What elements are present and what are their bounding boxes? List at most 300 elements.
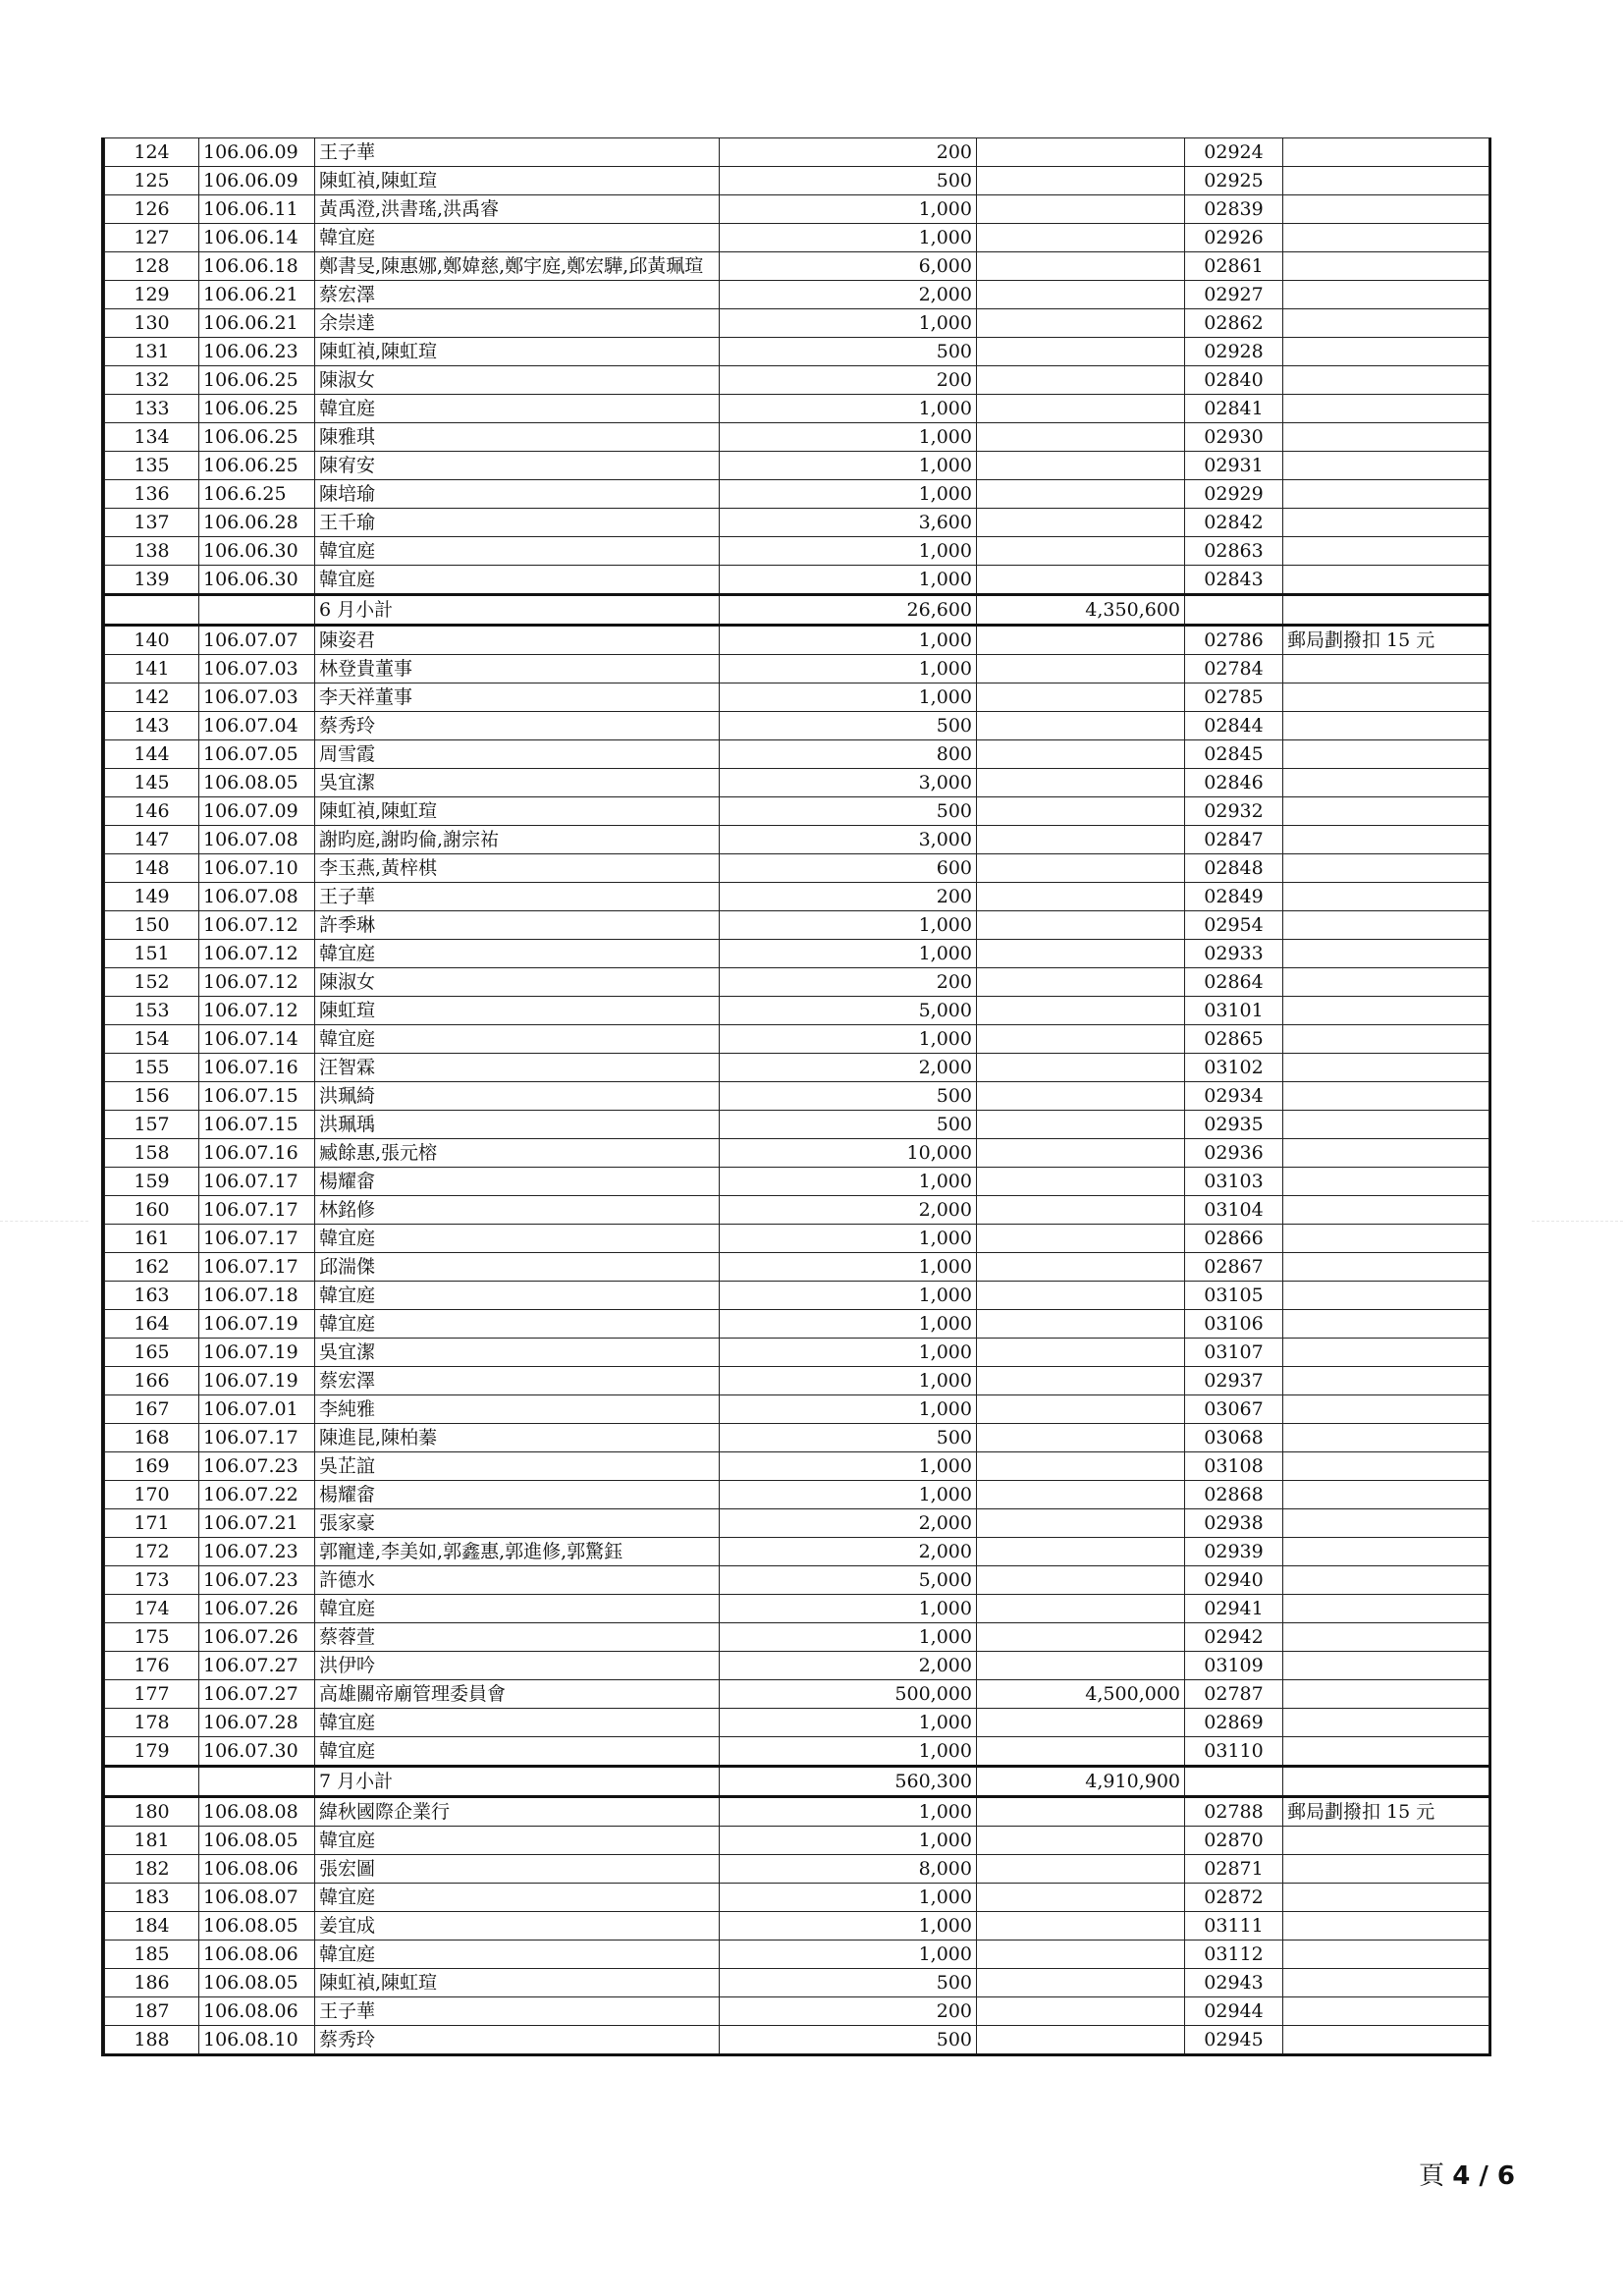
- row-number: 144: [105, 740, 199, 769]
- row-amount: 1,000: [720, 195, 977, 224]
- row-cumulative: [977, 566, 1185, 595]
- row-receipt-no: 02842: [1185, 509, 1283, 537]
- row-note: [1283, 1424, 1489, 1452]
- row-donor: 許德水: [315, 1566, 720, 1595]
- row-cumulative: 4,350,600: [977, 595, 1185, 626]
- row-donor: 韓宜庭: [315, 1827, 720, 1855]
- scan-artifact: [1532, 1221, 1623, 1222]
- row-donor: 邱湍傑: [315, 1253, 720, 1282]
- row-amount: 1,000: [720, 1225, 977, 1253]
- row-cumulative: [977, 1253, 1185, 1282]
- row-number: 161: [105, 1225, 199, 1253]
- row-receipt-no: 02932: [1185, 797, 1283, 826]
- table-row: [105, 740, 1489, 769]
- row-donor: 陳虹禎,陳虹瑄: [315, 1969, 720, 1997]
- row-donor: 蔡宏澤: [315, 1367, 720, 1395]
- row-number: 171: [105, 1509, 199, 1538]
- row-date: 106.07.16: [199, 1139, 315, 1168]
- row-cumulative: [977, 509, 1185, 537]
- table-row: [105, 797, 1489, 826]
- row-number: 127: [105, 224, 199, 252]
- row-note: [1283, 224, 1489, 252]
- row-number: 176: [105, 1652, 199, 1680]
- row-receipt-no: 03108: [1185, 1452, 1283, 1481]
- row-number: 158: [105, 1139, 199, 1168]
- row-receipt-no: 02870: [1185, 1827, 1283, 1855]
- row-cumulative: [977, 1111, 1185, 1139]
- table-row: [105, 1941, 1489, 1969]
- table-row: [105, 2026, 1489, 2055]
- row-amount: 5,000: [720, 1566, 977, 1595]
- row-cumulative: [977, 1452, 1185, 1481]
- row-amount: 500: [720, 1424, 977, 1452]
- table-row: [105, 1855, 1489, 1884]
- row-date: 106.07.05: [199, 740, 315, 769]
- row-donor: 陳雅琪: [315, 423, 720, 452]
- table-row: [105, 138, 1489, 167]
- row-number: 132: [105, 366, 199, 395]
- table-row: [105, 1111, 1489, 1139]
- row-number: 135: [105, 452, 199, 480]
- row-amount: 1,000: [720, 452, 977, 480]
- row-amount: 500: [720, 1969, 977, 1997]
- row-note: [1283, 712, 1489, 740]
- row-donor: 6 月小計: [315, 595, 720, 626]
- table-row: [105, 252, 1489, 281]
- row-receipt-no: 02841: [1185, 395, 1283, 423]
- row-receipt-no: [1185, 595, 1283, 626]
- row-receipt-no: 02938: [1185, 1509, 1283, 1538]
- row-donor: 韓宜庭: [315, 940, 720, 968]
- row-amount: 200: [720, 138, 977, 167]
- row-number: 142: [105, 683, 199, 712]
- table-row: [105, 1969, 1489, 1997]
- row-date: 106.06.25: [199, 366, 315, 395]
- row-number: 130: [105, 309, 199, 338]
- table-row: [105, 224, 1489, 252]
- row-amount: 500: [720, 1111, 977, 1139]
- row-amount: 500: [720, 712, 977, 740]
- row-donor: 韓宜庭: [315, 1225, 720, 1253]
- row-donor: 王子華: [315, 883, 720, 911]
- row-date: 106.06.18: [199, 252, 315, 281]
- row-cumulative: [977, 2026, 1185, 2055]
- subtotal-row: [105, 1767, 1489, 1797]
- row-amount: 500: [720, 167, 977, 195]
- row-donor: 林銘修: [315, 1196, 720, 1225]
- row-cumulative: [977, 1566, 1185, 1595]
- table-row: [105, 195, 1489, 224]
- row-date: 106.07.26: [199, 1595, 315, 1623]
- row-receipt-no: 02931: [1185, 452, 1283, 480]
- row-number: 140: [105, 626, 199, 655]
- row-number: 165: [105, 1339, 199, 1367]
- row-receipt-no: 02928: [1185, 338, 1283, 366]
- row-date: 106.07.19: [199, 1310, 315, 1339]
- row-number: 134: [105, 423, 199, 452]
- row-receipt-no: 02936: [1185, 1139, 1283, 1168]
- row-date: 106.06.09: [199, 138, 315, 167]
- table-row: [105, 1538, 1489, 1566]
- row-cumulative: [977, 1737, 1185, 1767]
- row-receipt-no: 03104: [1185, 1196, 1283, 1225]
- row-receipt-no: 03110: [1185, 1737, 1283, 1767]
- row-donor: 陳虹禎,陳虹瑄: [315, 797, 720, 826]
- row-date: 106.07.19: [199, 1367, 315, 1395]
- row-number: [105, 595, 199, 626]
- row-number: 157: [105, 1111, 199, 1139]
- row-note: [1283, 1969, 1489, 1997]
- row-receipt-no: 02954: [1185, 911, 1283, 940]
- row-cumulative: [977, 712, 1185, 740]
- row-cumulative: [977, 683, 1185, 712]
- row-note: [1283, 1595, 1489, 1623]
- row-date: 106.08.05: [199, 1969, 315, 1997]
- row-cumulative: [977, 1623, 1185, 1652]
- row-amount: 200: [720, 366, 977, 395]
- row-amount: 1,000: [720, 1737, 977, 1767]
- table-row: [105, 1997, 1489, 2026]
- table-row: [105, 1884, 1489, 1912]
- row-cumulative: [977, 138, 1185, 167]
- row-note: [1283, 683, 1489, 712]
- row-amount: 800: [720, 740, 977, 769]
- row-donor: 吳宜潔: [315, 1339, 720, 1367]
- row-date: 106.06.14: [199, 224, 315, 252]
- ledger-table: [104, 137, 1489, 2056]
- row-amount: 1,000: [720, 480, 977, 509]
- row-cumulative: [977, 1481, 1185, 1509]
- table-row: [105, 1339, 1489, 1367]
- row-number: 174: [105, 1595, 199, 1623]
- row-date: 106.07.17: [199, 1168, 315, 1196]
- row-amount: 1,000: [720, 683, 977, 712]
- row-note: [1283, 1884, 1489, 1912]
- row-cumulative: [977, 1827, 1185, 1855]
- table-row: [105, 1652, 1489, 1680]
- row-number: 131: [105, 338, 199, 366]
- row-cumulative: [977, 655, 1185, 683]
- row-note: [1283, 1196, 1489, 1225]
- row-cumulative: [977, 1225, 1185, 1253]
- row-note: [1283, 1680, 1489, 1709]
- row-amount: 1,000: [720, 309, 977, 338]
- row-amount: 1,000: [720, 1941, 977, 1969]
- row-number: 149: [105, 883, 199, 911]
- row-donor: 陳淑女: [315, 366, 720, 395]
- row-note: [1283, 338, 1489, 366]
- row-note: [1283, 195, 1489, 224]
- row-date: 106.07.22: [199, 1481, 315, 1509]
- row-receipt-no: 02788: [1185, 1797, 1283, 1827]
- row-donor: 陳虹禎,陳虹瑄: [315, 338, 720, 366]
- row-cumulative: [977, 195, 1185, 224]
- row-date: 106.08.05: [199, 1912, 315, 1941]
- row-cumulative: [977, 1310, 1185, 1339]
- row-receipt-no: 02934: [1185, 1082, 1283, 1111]
- row-receipt-no: 03101: [1185, 997, 1283, 1025]
- row-cumulative: [977, 167, 1185, 195]
- row-receipt-no: 02846: [1185, 769, 1283, 797]
- row-amount: 6,000: [720, 252, 977, 281]
- table-row: [105, 1912, 1489, 1941]
- row-date: 106.07.15: [199, 1082, 315, 1111]
- row-donor: 高雄關帝廟管理委員會: [315, 1680, 720, 1709]
- row-cumulative: [977, 997, 1185, 1025]
- row-amount: 1,000: [720, 1884, 977, 1912]
- row-donor: 陳宥安: [315, 452, 720, 480]
- row-note: [1283, 566, 1489, 595]
- row-donor: 韓宜庭: [315, 1941, 720, 1969]
- row-receipt-no: 02863: [1185, 537, 1283, 566]
- row-date: 106.07.14: [199, 1025, 315, 1054]
- row-date: 106.07.09: [199, 797, 315, 826]
- row-date: 106.07.23: [199, 1538, 315, 1566]
- row-number: 167: [105, 1395, 199, 1424]
- table-row: [105, 1395, 1489, 1424]
- row-note: [1283, 1941, 1489, 1969]
- row-note: [1283, 1282, 1489, 1310]
- row-note: [1283, 1168, 1489, 1196]
- row-receipt-no: 03067: [1185, 1395, 1283, 1424]
- row-note: [1283, 883, 1489, 911]
- row-date: 106.07.17: [199, 1196, 315, 1225]
- row-amount: 26,600: [720, 595, 977, 626]
- row-amount: 1,000: [720, 537, 977, 566]
- row-cumulative: 4,910,900: [977, 1767, 1185, 1797]
- row-donor: 姜宜成: [315, 1912, 720, 1941]
- row-donor: 吳宜潔: [315, 769, 720, 797]
- page-label: 頁: [1418, 2161, 1444, 2191]
- row-amount: 500: [720, 338, 977, 366]
- row-donor: 王子華: [315, 1997, 720, 2026]
- row-note: [1283, 1767, 1489, 1797]
- row-receipt-no: 02869: [1185, 1709, 1283, 1737]
- table-row: [105, 1282, 1489, 1310]
- row-cumulative: [977, 1082, 1185, 1111]
- row-receipt-no: 02940: [1185, 1566, 1283, 1595]
- row-number: 154: [105, 1025, 199, 1054]
- row-note: [1283, 309, 1489, 338]
- row-receipt-no: 02840: [1185, 366, 1283, 395]
- row-cumulative: [977, 1855, 1185, 1884]
- row-donor: 謝昀庭,謝昀倫,謝宗祐: [315, 826, 720, 854]
- row-receipt-no: 02844: [1185, 712, 1283, 740]
- row-number: 125: [105, 167, 199, 195]
- row-amount: 3,600: [720, 509, 977, 537]
- row-note: [1283, 997, 1489, 1025]
- row-donor: 張宏圖: [315, 1855, 720, 1884]
- row-donor: 陳淑女: [315, 968, 720, 997]
- row-amount: 200: [720, 883, 977, 911]
- row-donor: 黃禹澄,洪書瑤,洪禹睿: [315, 195, 720, 224]
- table-row: [105, 509, 1489, 537]
- row-number: 181: [105, 1827, 199, 1855]
- row-amount: 2,000: [720, 281, 977, 309]
- row-receipt-no: 02927: [1185, 281, 1283, 309]
- row-date: 106.06.30: [199, 566, 315, 595]
- table-row: [105, 1196, 1489, 1225]
- row-donor: 洪伊吟: [315, 1652, 720, 1680]
- row-donor: 余崇達: [315, 309, 720, 338]
- row-amount: 1,000: [720, 1595, 977, 1623]
- row-amount: 8,000: [720, 1855, 977, 1884]
- row-donor: 蔡宏澤: [315, 281, 720, 309]
- row-number: 185: [105, 1941, 199, 1969]
- row-note: [1283, 366, 1489, 395]
- table-row: [105, 338, 1489, 366]
- row-note: [1283, 655, 1489, 683]
- row-date: 106.07.27: [199, 1652, 315, 1680]
- row-amount: 1,000: [720, 1339, 977, 1367]
- row-number: 183: [105, 1884, 199, 1912]
- row-note: [1283, 1339, 1489, 1367]
- row-cumulative: [977, 1339, 1185, 1367]
- row-amount: 2,000: [720, 1538, 977, 1566]
- row-date: 106.07.08: [199, 826, 315, 854]
- row-amount: 1,000: [720, 1025, 977, 1054]
- table-row: [105, 883, 1489, 911]
- row-cumulative: [977, 1797, 1185, 1827]
- row-amount: 1,000: [720, 1481, 977, 1509]
- table-row: [105, 395, 1489, 423]
- row-cumulative: [977, 1054, 1185, 1082]
- table-row: [105, 480, 1489, 509]
- table-row: [105, 712, 1489, 740]
- row-amount: 500: [720, 1082, 977, 1111]
- row-cumulative: [977, 1884, 1185, 1912]
- row-note: [1283, 537, 1489, 566]
- row-amount: 1,000: [720, 940, 977, 968]
- row-receipt-no: 03111: [1185, 1912, 1283, 1941]
- table-row: [105, 1797, 1489, 1827]
- row-donor: 陳虹禎,陳虹瑄: [315, 167, 720, 195]
- row-date: 106.07.27: [199, 1680, 315, 1709]
- row-amount: 500: [720, 797, 977, 826]
- row-donor: 李玉燕,黃梓棋: [315, 854, 720, 883]
- row-date: 106.07.03: [199, 683, 315, 712]
- row-cumulative: [977, 626, 1185, 655]
- row-cumulative: [977, 1709, 1185, 1737]
- row-number: 182: [105, 1855, 199, 1884]
- row-amount: 1,000: [720, 655, 977, 683]
- row-amount: 3,000: [720, 769, 977, 797]
- row-date: 106.07.30: [199, 1737, 315, 1767]
- row-cumulative: [977, 338, 1185, 366]
- row-number: 128: [105, 252, 199, 281]
- row-receipt-no: 03103: [1185, 1168, 1283, 1196]
- row-note: [1283, 1253, 1489, 1282]
- row-note: [1283, 167, 1489, 195]
- table-row: [105, 309, 1489, 338]
- row-number: 124: [105, 138, 199, 167]
- row-date: 106.07.08: [199, 883, 315, 911]
- row-donor: 7 月小計: [315, 1767, 720, 1797]
- row-donor: 韓宜庭: [315, 1025, 720, 1054]
- table-row: [105, 769, 1489, 797]
- row-note: [1283, 1395, 1489, 1424]
- row-donor: 臧餘惠,張元榕: [315, 1139, 720, 1168]
- row-number: 169: [105, 1452, 199, 1481]
- row-date: 106.07.12: [199, 911, 315, 940]
- row-cumulative: [977, 252, 1185, 281]
- row-receipt-no: 02930: [1185, 423, 1283, 452]
- row-number: 137: [105, 509, 199, 537]
- table-row: [105, 1709, 1489, 1737]
- row-donor: 韓宜庭: [315, 566, 720, 595]
- row-number: 178: [105, 1709, 199, 1737]
- row-date: 106.08.06: [199, 1855, 315, 1884]
- row-number: 172: [105, 1538, 199, 1566]
- row-date: 106.06.25: [199, 452, 315, 480]
- row-receipt-no: 02847: [1185, 826, 1283, 854]
- row-date: 106.07.26: [199, 1623, 315, 1652]
- row-note: [1283, 826, 1489, 854]
- table-row: [105, 1827, 1489, 1855]
- table-row: [105, 1310, 1489, 1339]
- table-row: [105, 1737, 1489, 1767]
- row-date: 106.07.17: [199, 1424, 315, 1452]
- row-note: [1283, 1855, 1489, 1884]
- row-date: 106.06.30: [199, 537, 315, 566]
- row-number: 129: [105, 281, 199, 309]
- row-number: 180: [105, 1797, 199, 1827]
- row-amount: 1,000: [720, 1623, 977, 1652]
- row-number: 163: [105, 1282, 199, 1310]
- row-receipt-no: 02935: [1185, 1111, 1283, 1139]
- row-receipt-no: 02945: [1185, 2026, 1283, 2055]
- row-receipt-no: 02941: [1185, 1595, 1283, 1623]
- row-date: 106.07.21: [199, 1509, 315, 1538]
- table-row: [105, 1424, 1489, 1452]
- row-date: 106.07.03: [199, 655, 315, 683]
- row-date: 106.06.25: [199, 423, 315, 452]
- row-donor: 許季琳: [315, 911, 720, 940]
- row-receipt-no: 02942: [1185, 1623, 1283, 1652]
- row-number: 168: [105, 1424, 199, 1452]
- table-row: [105, 1623, 1489, 1652]
- row-date: 106.6.25: [199, 480, 315, 509]
- row-receipt-no: 02867: [1185, 1253, 1283, 1282]
- row-cumulative: [977, 883, 1185, 911]
- row-note: 郵局劃撥扣 15 元: [1283, 1797, 1489, 1827]
- row-date: 106.07.12: [199, 997, 315, 1025]
- row-note: [1283, 452, 1489, 480]
- row-amount: 1,000: [720, 1452, 977, 1481]
- row-receipt-no: 02786: [1185, 626, 1283, 655]
- row-number: 184: [105, 1912, 199, 1941]
- row-receipt-no: 02843: [1185, 566, 1283, 595]
- row-amount: 1,000: [720, 1168, 977, 1196]
- row-donor: 王千瑜: [315, 509, 720, 537]
- row-date: 106.06.21: [199, 281, 315, 309]
- row-number: 186: [105, 1969, 199, 1997]
- row-note: [1283, 940, 1489, 968]
- row-receipt-no: 03105: [1185, 1282, 1283, 1310]
- row-cumulative: [977, 423, 1185, 452]
- row-note: [1283, 1481, 1489, 1509]
- row-donor: 蔡秀玲: [315, 2026, 720, 2055]
- row-cumulative: [977, 309, 1185, 338]
- row-date: 106.07.23: [199, 1452, 315, 1481]
- row-receipt-no: 02868: [1185, 1481, 1283, 1509]
- row-receipt-no: 02865: [1185, 1025, 1283, 1054]
- row-note: [1283, 1054, 1489, 1082]
- row-receipt-no: 02862: [1185, 309, 1283, 338]
- table-row: [105, 1225, 1489, 1253]
- row-note: 郵局劃撥扣 15 元: [1283, 626, 1489, 655]
- row-amount: 1,000: [720, 1310, 977, 1339]
